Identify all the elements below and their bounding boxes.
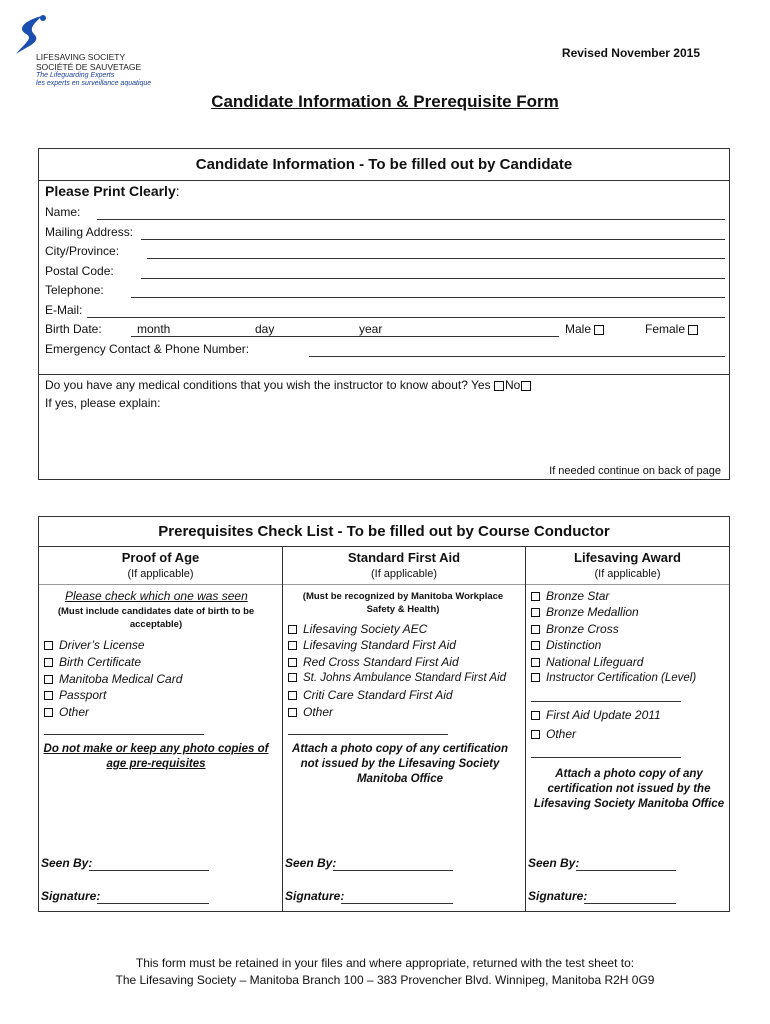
- checkbox[interactable]: [531, 730, 540, 739]
- award-other-field[interactable]: [531, 757, 681, 758]
- female-checkbox[interactable]: [688, 325, 698, 335]
- birth-day-label: day: [255, 322, 275, 336]
- candidate-info-section: [38, 148, 730, 480]
- first-aid-other-field[interactable]: [288, 734, 448, 735]
- column-rule: [39, 584, 282, 585]
- age-check-note: Please check which one was seen: [65, 589, 248, 603]
- checkbox[interactable]: [288, 673, 297, 682]
- first-aid-column: [283, 546, 525, 911]
- age-photocopy-warning: Do not make or keep any photo copies of age pre-requisites: [43, 743, 269, 770]
- first-aid-item[interactable]: Red Cross Standard First Aid: [288, 655, 459, 669]
- print-clearly-label: Please Print Clearly:: [45, 183, 180, 199]
- lifesaving-award-title: Lifesaving Award: [574, 550, 681, 565]
- age-seen-by-field[interactable]: [89, 870, 209, 871]
- award-item[interactable]: National Lifeguard: [531, 655, 643, 669]
- checkbox[interactable]: [531, 711, 540, 720]
- male-checkbox[interactable]: [594, 325, 604, 335]
- age-item[interactable]: Driver’s License: [44, 638, 145, 652]
- first-aid-signature-field[interactable]: [341, 903, 453, 904]
- award-seen-by-field[interactable]: [576, 870, 676, 871]
- birth-date-label: Birth Date:: [45, 322, 102, 336]
- female-label: Female: [645, 322, 686, 336]
- email-label: E-Mail:: [45, 303, 83, 317]
- proof-of-age-title: Proof of Age: [121, 550, 200, 565]
- checkbox[interactable]: [531, 608, 540, 617]
- checkbox[interactable]: [288, 625, 297, 634]
- candidate-info-heading: Candidate Information - To be filled out by Candidate: [39, 149, 729, 181]
- checkbox[interactable]: [531, 673, 540, 682]
- first-aid-signature-label: Signature:: [285, 889, 345, 903]
- proof-of-age-sub: (If applicable): [127, 568, 194, 580]
- male-option[interactable]: [565, 322, 604, 336]
- logo-name-fr: SOCIÉTÉ DE SAUVETAGE: [36, 62, 142, 72]
- logo-tagline-fr: les experts en surveillance aquatique: [36, 80, 152, 87]
- age-item[interactable]: Passport: [44, 688, 106, 702]
- city-province-label: City/Province:: [45, 244, 120, 258]
- first-aid-seen-by-field[interactable]: [333, 870, 453, 871]
- logo-name-en: LIFESAVING SOCIETY: [36, 52, 126, 62]
- footer-address: The Lifesaving Society – Manitoba Branch 100 – 383 Provencher Blvd. Winnipeg, Manitoba R2H 0G9: [115, 973, 655, 987]
- checkbox[interactable]: [44, 691, 53, 700]
- checkbox[interactable]: [531, 641, 540, 650]
- award-item[interactable]: First Aid Update 2011: [531, 708, 661, 722]
- checkbox[interactable]: [288, 641, 297, 650]
- first-aid-seen-by-label: Seen By:: [285, 856, 337, 870]
- checkbox[interactable]: [531, 658, 540, 667]
- checkbox[interactable]: [288, 691, 297, 700]
- award-attach-note: Attach a photo copy of any certification not issued by the Lifesaving Society Manitoba Office: [533, 768, 725, 810]
- first-aid-item[interactable]: Criti Care Standard First Aid: [288, 688, 453, 702]
- award-seen-by-label: Seen By:: [528, 856, 580, 870]
- age-seen-by-label: Seen By:: [41, 856, 93, 870]
- page-title: Candidate Information & Prerequisite Form: [211, 92, 559, 111]
- first-aid-title: Standard First Aid: [347, 550, 461, 565]
- medical-no-checkbox[interactable]: [521, 381, 531, 391]
- medical-question-text: Do you have any medical conditions that you wish the instructor to know about? Yes: [45, 378, 491, 392]
- award-item[interactable]: Bronze Star: [531, 589, 609, 603]
- age-dob-note: (Must include candidates date of birth to be acceptable): [57, 606, 255, 630]
- mailing-address-label: Mailing Address:: [45, 225, 134, 239]
- proof-of-age-column: [39, 546, 282, 911]
- email-field[interactable]: [87, 317, 725, 318]
- age-signature-label: Signature:: [41, 889, 101, 903]
- female-option[interactable]: [645, 322, 698, 336]
- revised-date: Revised November 2015: [561, 46, 700, 60]
- award-item[interactable]: Instructor Certification (Level): [531, 672, 696, 684]
- first-aid-attach-note: Attach a photo copy of any certification not issued by the Lifesaving Society Manitoba Office: [292, 743, 508, 785]
- telephone-field[interactable]: [131, 297, 725, 298]
- checkbox[interactable]: [44, 675, 53, 684]
- emergency-contact-field[interactable]: [309, 356, 725, 357]
- age-item[interactable]: Birth Certificate: [44, 655, 141, 669]
- birth-year-label: year: [359, 322, 383, 336]
- medical-yes-checkbox[interactable]: [494, 381, 504, 391]
- checkbox[interactable]: [288, 708, 297, 717]
- medical-question: [45, 378, 504, 392]
- age-signature-field[interactable]: [97, 903, 209, 904]
- award-signature-field[interactable]: [584, 903, 676, 904]
- first-aid-item[interactable]: Other: [288, 705, 333, 719]
- award-item[interactable]: Bronze Cross: [531, 622, 619, 636]
- emergency-contact-label: Emergency Contact & Phone Number:: [45, 342, 250, 356]
- award-signature-label: Signature:: [528, 889, 588, 903]
- lifesaving-logo: [12, 14, 152, 104]
- age-other-field[interactable]: [44, 734, 204, 735]
- column-rule: [526, 584, 729, 585]
- first-aid-sub: (If applicable): [370, 568, 438, 580]
- footer-note: This form must be retained in your files and where appropriate, returned with the test sheet to:: [135, 956, 635, 970]
- medical-no-label: No: [505, 378, 521, 392]
- checkbox[interactable]: [531, 625, 540, 634]
- first-aid-item[interactable]: Lifesaving Society AEC: [288, 622, 427, 636]
- continue-note: If needed continue on back of page: [549, 465, 721, 477]
- first-aid-item[interactable]: Lifesaving Standard First Aid: [288, 638, 456, 652]
- section-divider: [39, 374, 729, 375]
- award-item[interactable]: Distinction: [531, 638, 601, 652]
- birth-date-field[interactable]: [131, 336, 559, 337]
- checkbox[interactable]: [44, 708, 53, 717]
- medical-no-option[interactable]: [505, 378, 531, 392]
- city-province-field[interactable]: [147, 258, 725, 259]
- lifesaving-award-sub: (If applicable): [594, 568, 661, 580]
- name-label: Name:: [45, 205, 81, 219]
- first-aid-item[interactable]: St. Johns Ambulance Standard First Aid: [288, 672, 506, 684]
- explain-label: If yes, please explain:: [45, 396, 161, 410]
- age-item[interactable]: Manitoba Medical Card: [44, 672, 182, 686]
- checkbox[interactable]: [44, 658, 53, 667]
- award-item[interactable]: Other: [531, 727, 576, 741]
- checkbox[interactable]: [288, 658, 297, 667]
- postal-code-label: Postal Code:: [45, 264, 114, 278]
- checkbox[interactable]: [44, 641, 53, 650]
- age-item[interactable]: Other: [44, 705, 89, 719]
- first-aid-recognition-note: (Must be recognized by Manitoba Workplace Safety & Health): [302, 591, 504, 615]
- checkbox[interactable]: [531, 592, 540, 601]
- award-level-field[interactable]: [531, 701, 681, 702]
- lifesaving-award-column: [526, 546, 729, 911]
- column-rule: [283, 584, 525, 585]
- postal-code-field[interactable]: [141, 278, 725, 279]
- male-label: Male: [565, 322, 592, 336]
- mailing-address-field[interactable]: [141, 239, 725, 240]
- prerequisites-section: [38, 516, 730, 912]
- logo-tagline-en: The Lifeguarding Experts: [36, 72, 115, 79]
- name-field[interactable]: [97, 219, 725, 220]
- prerequisites-heading: Prerequisites Check List - To be filled out by Course Conductor: [39, 517, 729, 547]
- birth-month-label: month: [137, 322, 171, 336]
- telephone-label: Telephone:: [45, 283, 104, 297]
- award-item[interactable]: Bronze Medallion: [531, 605, 639, 619]
